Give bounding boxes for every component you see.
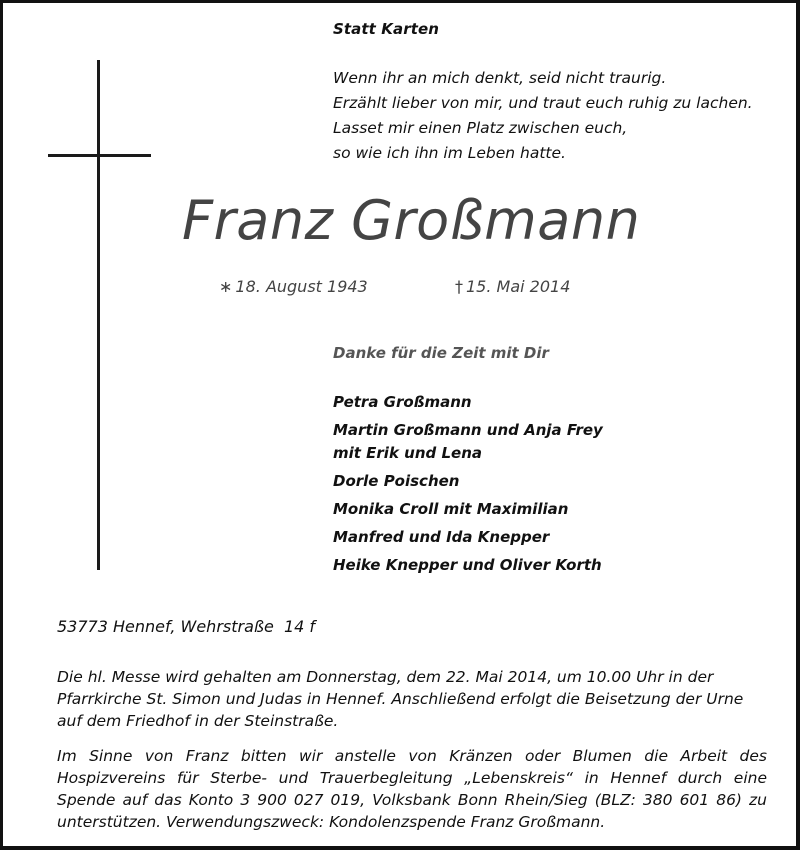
- cross-vertical-bar: [97, 60, 100, 570]
- mourner-name: Martin Großmann und Anja Frey: [333, 421, 603, 439]
- mourner-name: Petra Großmann: [333, 393, 472, 411]
- memorial-poem: [333, 66, 753, 166]
- mourner-entry: [333, 470, 603, 493]
- mourner-entry: [333, 498, 603, 521]
- mourner-entry: [333, 526, 603, 549]
- death-date: 15. Mai 2014: [466, 277, 571, 296]
- mourner-name: Heike Knepper und Oliver Korth: [333, 556, 602, 574]
- death-dagger-icon: †: [455, 277, 463, 296]
- mourners-list: [333, 391, 603, 582]
- mourner-name: Dorle Poischen: [333, 472, 460, 490]
- mourner-name-continued: mit Erik und Lena: [333, 444, 482, 462]
- deceased-name: Franz Großmann: [182, 189, 641, 252]
- notice-heading: Statt Karten: [333, 20, 440, 38]
- poem-line: Wenn ihr an mich denkt, seid nicht traurig.: [333, 69, 667, 87]
- mourner-entry: [333, 391, 603, 414]
- family-address: 53773 Hennef, Wehrstraße 14 f: [57, 617, 316, 636]
- funeral-mass-notice: Die hl. Messe wird gehalten am Donnerstag, dem 22. Mai 2014, um 10.00 Uhr in der Pfarrkirche St. Simon und Judas in Hennef. Anschließend erfolgt die Beisetzung der Urne auf dem Friedhof in der Steinstraße.: [57, 668, 744, 730]
- mourner-name: Monika Croll mit Maximilian: [333, 500, 569, 518]
- cross-horizontal-bar: [48, 154, 151, 157]
- birth-date: 18. August 1943: [235, 277, 368, 296]
- mourner-entry: [333, 419, 603, 465]
- thanks-line: Danke für die Zeit mit Dir: [333, 344, 549, 362]
- donation-request-notice: Im Sinne von Franz bitten wir anstelle von Kränzen oder Blumen die Arbeit des Hospizvereins für Sterbe- und Trauerbegleitung „Lebenskreis“ in Hennef durch eine Spende auf das Konto 3 900 027 019, Volksbank Bonn Rhein/Sieg (BLZ: 380 601 86) zu unterstützen. Verwendungszweck: Kondolenzspende Franz Großmann.: [57, 747, 767, 831]
- birth-star-icon: ∗: [219, 277, 233, 296]
- birth-date-line: [219, 277, 368, 296]
- mourner-name: Manfred und Ida Knepper: [333, 528, 550, 546]
- poem-line: so wie ich ihn im Leben hatte.: [333, 144, 566, 162]
- death-date-line: [455, 277, 570, 296]
- poem-line: Lasset mir einen Platz zwischen euch,: [333, 119, 628, 137]
- poem-line: Erzählt lieber von mir, und traut euch ruhig zu lachen.: [333, 94, 753, 112]
- mourner-entry: [333, 554, 603, 577]
